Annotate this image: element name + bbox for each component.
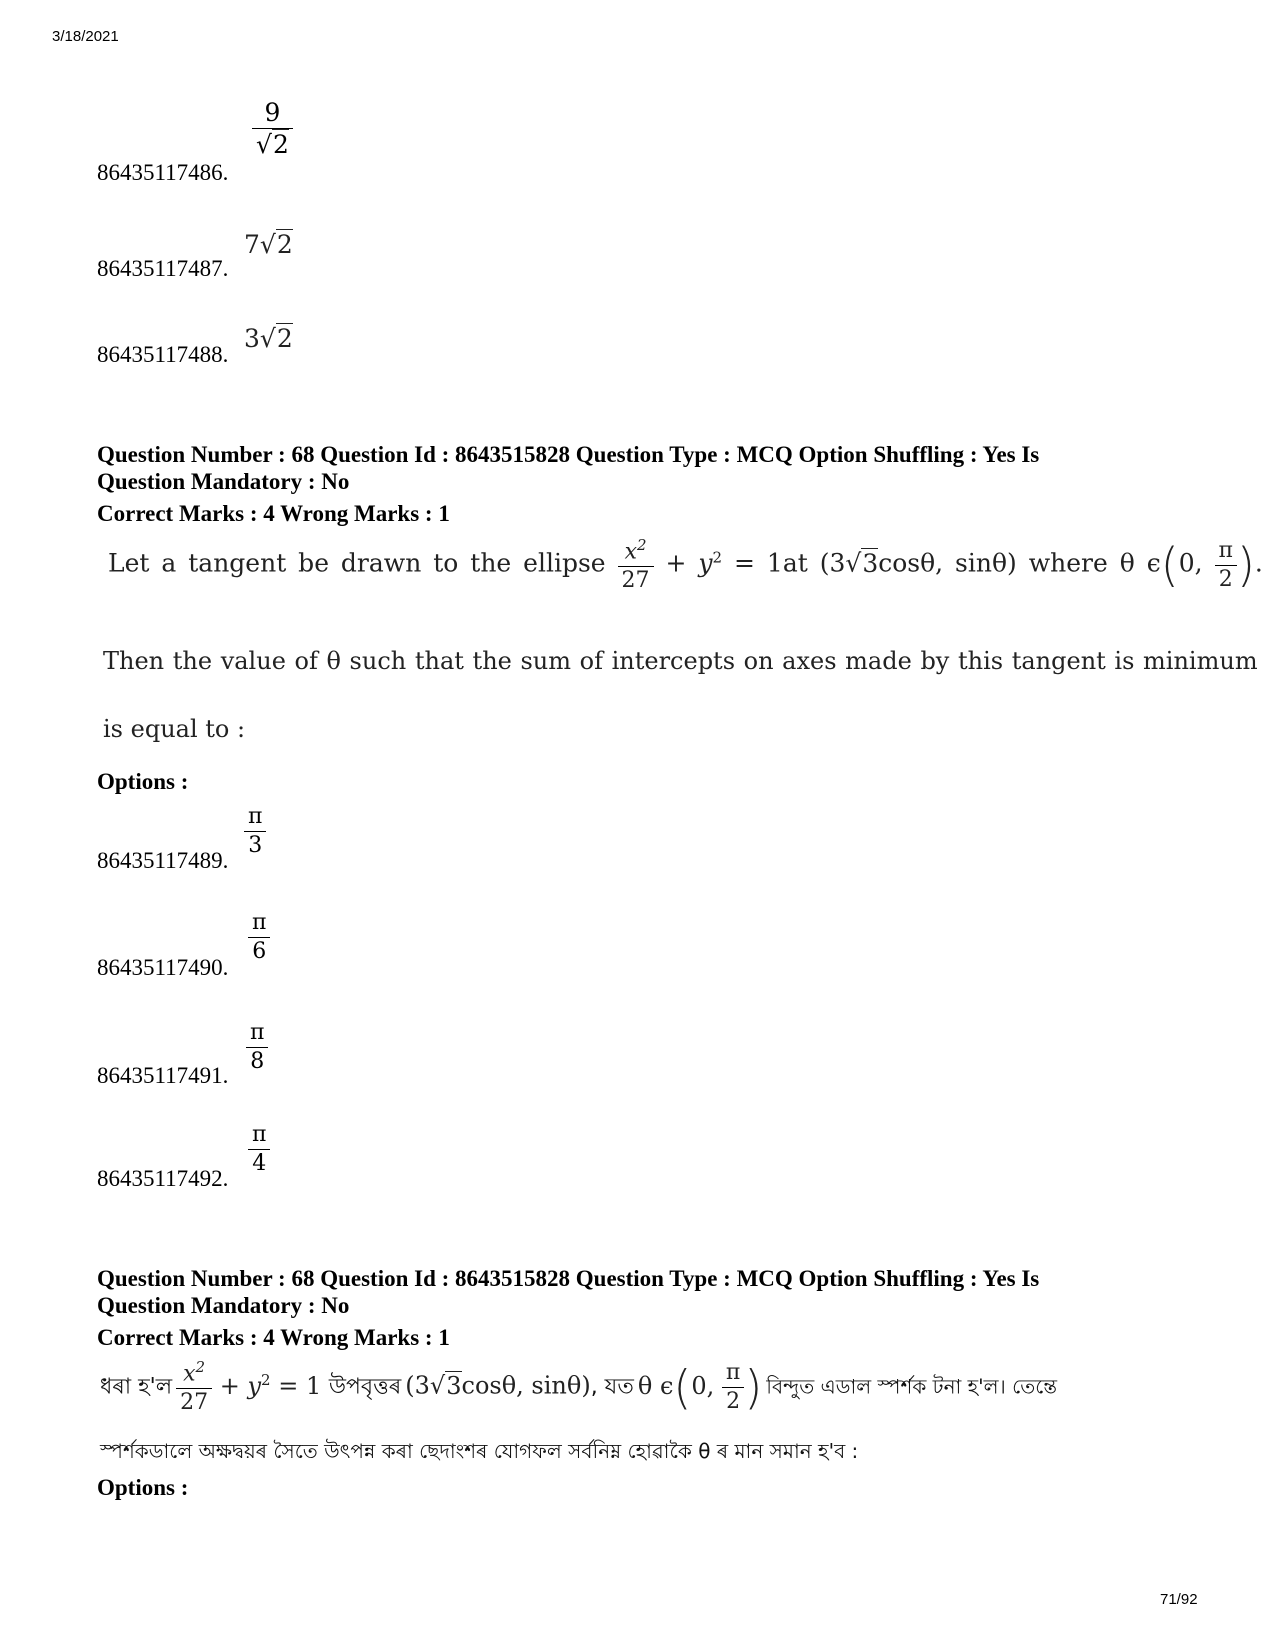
options-label: Options :: [97, 769, 189, 794]
question-text-part: ধৰা হ'ল: [100, 1374, 173, 1400]
option-id: 86435117490.: [97, 955, 229, 980]
option-value: $\frac{\pi}{8}$: [246, 1022, 268, 1073]
option-id: 86435117491.: [97, 1063, 229, 1088]
option-id: 86435117486.: [97, 160, 229, 185]
question-text-line: is equal to :: [103, 715, 246, 743]
question-text-part: Let a tangent be drawn to the ellipse: [108, 548, 606, 578]
question-meta: Question Mandatory : No: [97, 1293, 350, 1318]
question-text: Let a tangent be drawn to the ellipse $\frac{x^2}{27}$ + $y^2 = 1at$ (3√3cosθ, sinθ) where θ ϵ(0, $\frac{\pi}{2}$ ).: [108, 536, 1263, 594]
option-value: $\frac{9}{√2}$: [252, 100, 293, 157]
option-id: 86435117488.: [97, 342, 229, 367]
question-meta: Question Number : 68 Question Id : 8643515828 Question Type : MCQ Option Shuffling : Yes Is: [97, 1266, 1040, 1291]
option-value: $\frac{\pi}{6}$: [248, 912, 270, 963]
question-text-line: স্পৰ্শকডালে অক্ষদ্বয়ৰ সৈতে উৎপন্ন কৰা ছেদাংশৰ যোগফল সৰ্বনিম্ন হোৱাকৈ θ ৰ মান সমান হ'ব :: [100, 1439, 859, 1463]
question-text-part: where: [1028, 548, 1108, 578]
page-number: 71/92: [1160, 1591, 1198, 1608]
option-id: 86435117489.: [97, 848, 229, 873]
option-id: 86435117487.: [97, 256, 229, 281]
option-value: $\frac{\pi}{3}$: [244, 806, 266, 857]
question-meta: Question Mandatory : No: [97, 469, 350, 494]
question-text-part: বিন্দুত এডাল স্পৰ্শক টনা হ'ল। তেন্তে: [766, 1374, 1058, 1399]
question-marks: Correct Marks : 4 Wrong Marks : 1: [97, 1325, 450, 1350]
question-text-part: , যত: [590, 1374, 634, 1400]
print-date: 3/18/2021: [52, 28, 119, 45]
option-value: 3√2: [244, 324, 293, 353]
question-meta: Question Number : 68 Question Id : 8643515828 Question Type : MCQ Option Shuffling : Yes Is: [97, 442, 1040, 467]
question-text-part: উপবৃত্তৰ: [328, 1374, 402, 1400]
question-text-line: Then the value of θ such that the sum of intercepts on axes made by this tangent is minimum: [103, 647, 1258, 675]
option-id: 86435117492.: [97, 1166, 229, 1191]
question-text: ধৰা হ'ল $\frac{x^2}{27}$ + $y^2 = 1$ উপবৃত্তৰ (3√3cosθ, sinθ), যত θ ϵ(0, $\frac{\pi}{2}$ ) বিন্দুত এডাল স্পৰ্শক টনা হ'ল। তেন্তে: [100, 1358, 1058, 1416]
question-marks: Correct Marks : 4 Wrong Marks : 1: [97, 501, 450, 526]
option-value: 7√2: [244, 230, 293, 259]
options-label: Options :: [97, 1475, 189, 1500]
question-text-part: at: [782, 548, 808, 578]
option-value: $\frac{\pi}{4}$: [248, 1124, 270, 1175]
